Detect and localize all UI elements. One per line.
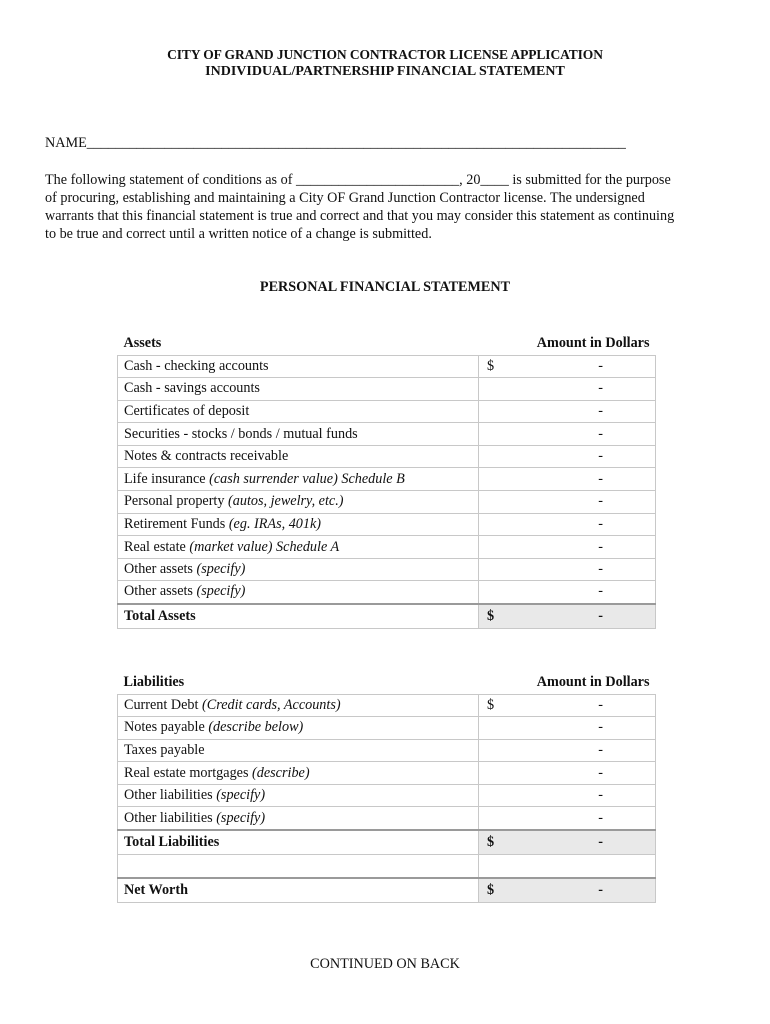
row-label-text: Life insurance: [124, 470, 210, 487]
table-row: [118, 513, 656, 536]
row-label: [118, 491, 479, 514]
row-amount-field[interactable]: -: [517, 558, 656, 581]
blank-row: [118, 855, 656, 878]
row-label-note: (Credit cards, Accounts): [202, 696, 341, 713]
row-label-note: (autos, jewelry, etc.): [228, 493, 344, 510]
row-label: [118, 445, 479, 468]
row-amount-field[interactable]: -: [517, 739, 656, 762]
row-dollar-sign: [479, 581, 517, 604]
table-row: [118, 468, 656, 491]
row-label: [118, 423, 479, 446]
assets-table: [117, 333, 656, 629]
liabilities-header-row: [118, 672, 656, 694]
net-worth-row: [118, 878, 656, 903]
row-label-text: Current Debt: [124, 696, 203, 713]
blank-cell[interactable]: [118, 855, 479, 878]
row-dollar-sign: [479, 400, 517, 423]
row-label-note: (describe below): [208, 719, 304, 736]
row-label: [118, 400, 479, 423]
total-liabilities-amount: -: [517, 830, 656, 855]
row-label-text: Other liabilities: [124, 809, 217, 826]
total-assets-label: Total Assets: [118, 604, 479, 629]
row-label-text: Taxes payable: [124, 741, 205, 758]
row-amount-field[interactable]: -: [517, 762, 656, 785]
table-row: [118, 423, 656, 446]
net-worth-dollar: $: [479, 878, 517, 903]
row-dollar-sign: [479, 762, 517, 785]
row-amount-field[interactable]: -: [517, 513, 656, 536]
row-dollar-sign: [479, 784, 517, 807]
row-label: [118, 694, 479, 717]
row-label-text: Retirement Funds: [124, 515, 229, 532]
row-dollar-sign: [479, 558, 517, 581]
form-title: CITY OF GRAND JUNCTION CONTRACTOR LICENSE APPLICATION: [167, 47, 603, 62]
row-amount-field[interactable]: -: [517, 784, 656, 807]
row-label-text: Other assets: [124, 583, 197, 600]
row-label-text: Other assets: [124, 561, 197, 578]
blank-cell[interactable]: [517, 855, 656, 878]
row-amount-field[interactable]: -: [517, 807, 656, 830]
row-label: [118, 784, 479, 807]
blank-cell[interactable]: [479, 855, 517, 878]
liabilities-header-amount: Amount in Dollars: [536, 674, 650, 691]
row-label-note: (specify): [216, 809, 266, 826]
row-dollar-sign: [479, 717, 517, 740]
row-label: [118, 739, 479, 762]
row-label-text: Other liabilities: [124, 787, 217, 804]
row-amount-field[interactable]: -: [517, 355, 656, 378]
row-label: [118, 558, 479, 581]
row-label-text: Real estate mortgages: [124, 764, 253, 781]
statement-line: of procuring, establishing and maintaining a City OF Grand Junction Contractor license. The undersigned: [45, 190, 645, 206]
total-liabilities-dollar: $: [479, 830, 517, 855]
total-assets-dollar: $: [479, 604, 517, 629]
row-dollar-sign: [479, 378, 517, 401]
statement-line: to be true and correct until a written notice of a change is submitted.: [45, 226, 432, 242]
table-row: [118, 558, 656, 581]
row-label: [118, 536, 479, 559]
total-assets-row: [118, 604, 656, 629]
row-label-text: Certificates of deposit: [124, 402, 250, 419]
table-row: [118, 491, 656, 514]
section-title: PERSONAL FINANCIAL STATEMENT: [259, 279, 511, 295]
row-label: [118, 355, 479, 378]
row-amount-field[interactable]: -: [517, 423, 656, 446]
row-label: [118, 807, 479, 830]
row-label: [118, 468, 479, 491]
assets-rows: [118, 355, 656, 604]
row-label-text: Cash - savings accounts: [124, 380, 260, 397]
row-label: [118, 513, 479, 536]
row-label-note: (market value) Schedule A: [189, 538, 340, 555]
table-row: [118, 378, 656, 401]
row-label-note: (describe): [252, 764, 310, 781]
row-amount-field[interactable]: -: [517, 445, 656, 468]
row-label-note: (specify): [196, 583, 246, 600]
liabilities-rows: [118, 694, 656, 830]
row-label-note: (cash surrender value) Schedule B: [209, 470, 405, 487]
table-row: [118, 355, 656, 378]
net-worth-label: Net Worth: [118, 878, 479, 903]
table-row: [118, 581, 656, 604]
table-row: [118, 762, 656, 785]
row-dollar-sign: [479, 807, 517, 830]
statement-paragraph: [45, 171, 735, 243]
row-label-text: Cash - checking accounts: [124, 357, 269, 374]
row-dollar-sign: [479, 513, 517, 536]
row-label-note: (eg. IRAs, 401k): [228, 515, 322, 532]
row-dollar-sign: [479, 468, 517, 491]
table-row: [118, 739, 656, 762]
row-dollar-sign: $: [479, 355, 517, 378]
name-field[interactable]: NAME____________________________________________________________________________: [45, 135, 626, 151]
assets-header-row: [118, 333, 656, 355]
liabilities-table: [117, 672, 656, 903]
total-assets-amount: -: [517, 604, 656, 629]
assets-header-amount: Amount in Dollars: [536, 335, 650, 352]
row-amount-field[interactable]: -: [517, 694, 656, 717]
row-dollar-sign: [479, 536, 517, 559]
row-dollar-sign: [479, 423, 517, 446]
row-label: [118, 378, 479, 401]
statement-line: warrants that this financial statement is true and correct and that you may consider this statement as continuing: [45, 208, 675, 224]
statement-line: The following statement of conditions as of _______________________, 20____ is submitted for the purpose: [45, 172, 671, 188]
row-label-note: (specify): [196, 561, 246, 578]
row-dollar-sign: [479, 739, 517, 762]
table-row: [118, 717, 656, 740]
total-liabilities-label: Total Liabilities: [118, 830, 479, 855]
table-row: [118, 400, 656, 423]
row-label-note: (specify): [216, 787, 266, 804]
row-amount-field[interactable]: -: [517, 536, 656, 559]
total-liabilities-row: [118, 830, 656, 855]
row-dollar-sign: [479, 445, 517, 468]
row-amount-field[interactable]: -: [517, 468, 656, 491]
row-label-text: Securities - stocks / bonds / mutual funds: [124, 425, 358, 442]
row-label: [118, 581, 479, 604]
row-label-text: Notes payable: [124, 719, 209, 736]
continued-note: CONTINUED ON BACK: [310, 956, 460, 972]
row-label-text: Personal property: [124, 493, 229, 510]
row-label: [118, 717, 479, 740]
row-amount-field[interactable]: -: [517, 717, 656, 740]
liabilities-header-label: Liabilities: [123, 674, 185, 691]
row-label-text: Notes & contracts receivable: [124, 448, 289, 465]
form-subtitle: INDIVIDUAL/PARTNERSHIP FINANCIAL STATEMENT: [205, 64, 565, 79]
row-amount-field[interactable]: -: [517, 400, 656, 423]
assets-header-label: Assets: [123, 335, 162, 352]
row-amount-field[interactable]: -: [517, 581, 656, 604]
table-row: [118, 445, 656, 468]
row-dollar-sign: $: [479, 694, 517, 717]
table-row: [118, 784, 656, 807]
row-label-text: Real estate: [124, 538, 190, 555]
table-row: [118, 694, 656, 717]
net-worth-amount: -: [517, 878, 656, 903]
row-label: [118, 762, 479, 785]
table-row: [118, 807, 656, 830]
row-dollar-sign: [479, 491, 517, 514]
row-amount-field[interactable]: -: [517, 491, 656, 514]
row-amount-field[interactable]: -: [517, 378, 656, 401]
table-row: [118, 536, 656, 559]
